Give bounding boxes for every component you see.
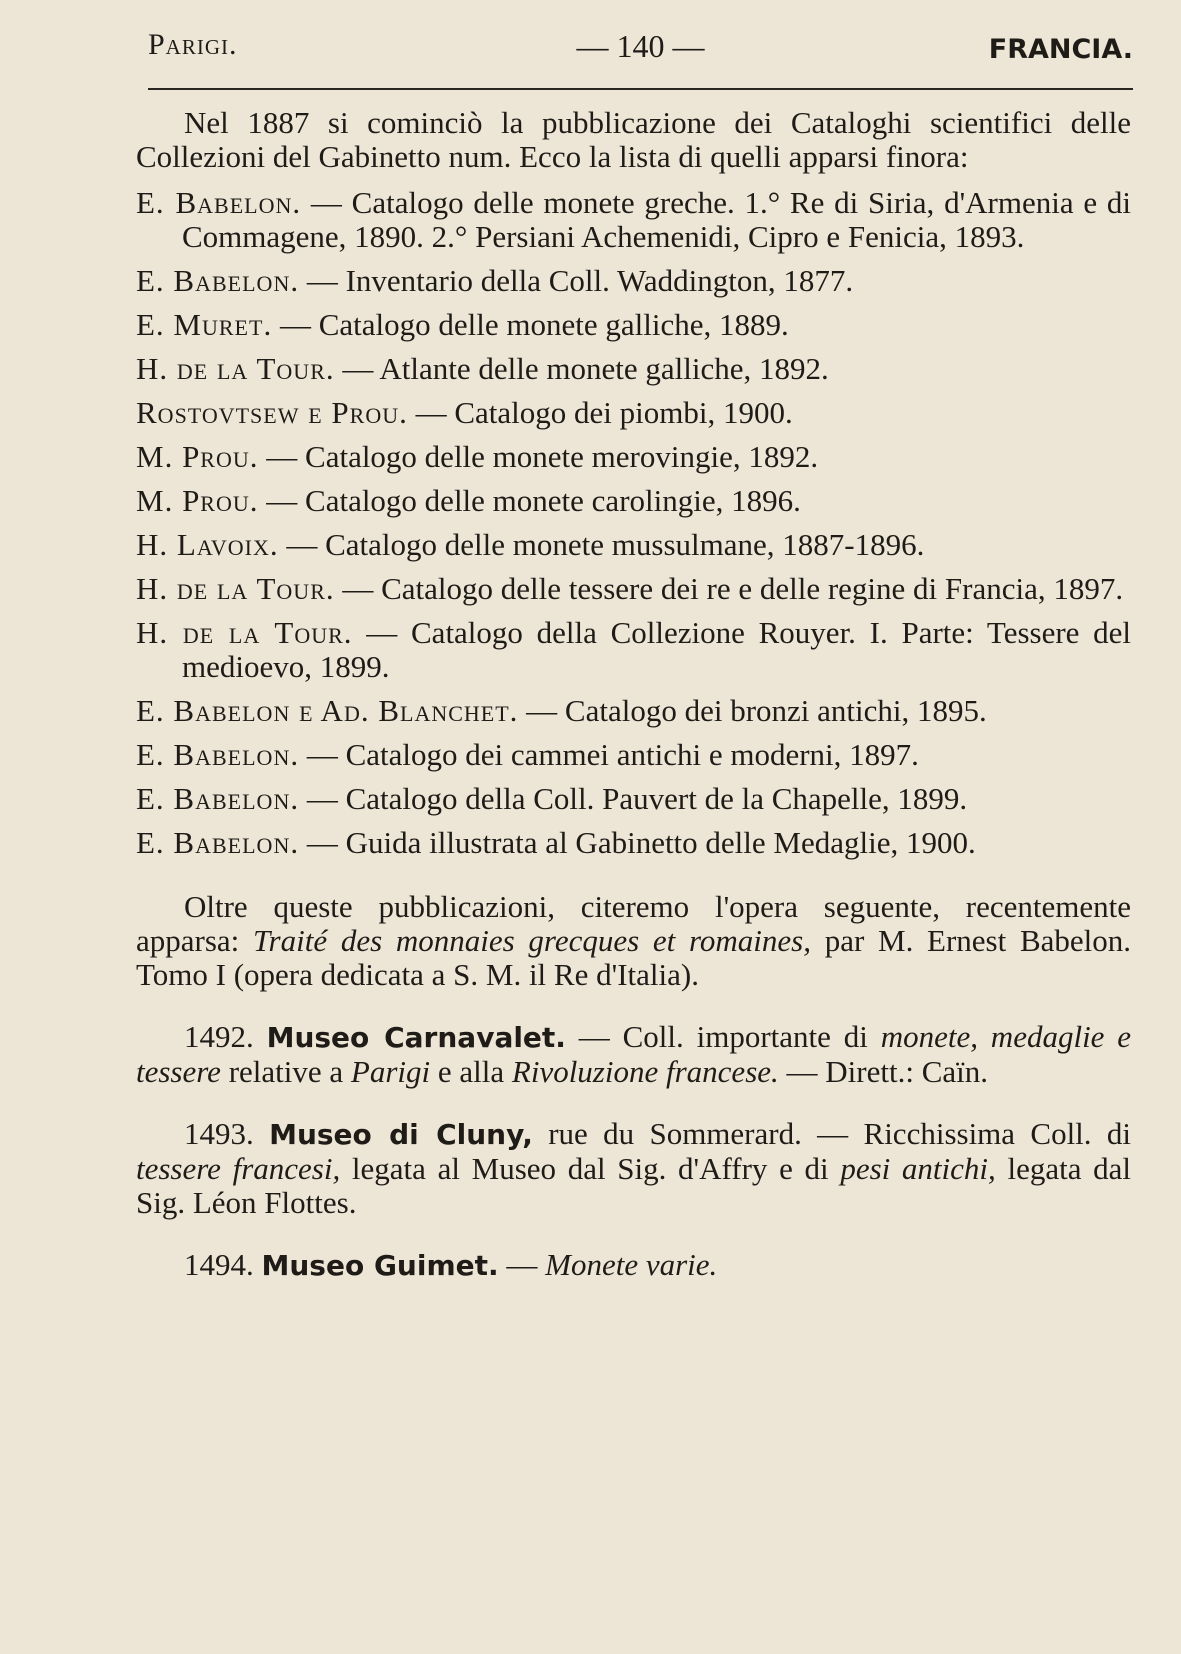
catalog-item	[136, 484, 1131, 518]
catalog-item	[136, 826, 1131, 860]
catalog-author: H. Lavoix.	[136, 527, 279, 562]
catalog-item	[136, 616, 1131, 684]
catalog-title: — Atlante delle monete galliche, 1892.	[342, 351, 829, 386]
catalog-author: E. Babelon.	[136, 825, 300, 860]
entry-number: 1494.	[184, 1247, 254, 1282]
catalog-author: H. de la Tour.	[136, 571, 335, 606]
catalog-title: — Catalogo dei cammei antichi e moderni, 1897.	[306, 737, 919, 772]
catalog-title: — Catalogo dei piombi, 1900.	[415, 395, 793, 430]
additional-text: Oltre queste pubblicazioni, citeremo l'opera seguente, recentemente apparsa:	[136, 889, 1131, 958]
additional-title: Traité des monnaies grecques et romaines,	[253, 923, 811, 958]
catalog-title: — Catalogo delle monete carolingie, 1896.	[266, 483, 801, 518]
entry-number: 1492.	[184, 1019, 254, 1054]
entry-text: rue du Sommerard. — Ricchissima Coll. di	[548, 1116, 1132, 1151]
catalog-author: E. Babelon.	[136, 781, 300, 816]
header-country: FRANCIA.	[988, 34, 1133, 65]
catalog-item	[136, 308, 1131, 342]
catalog-title: — Catalogo dei bronzi antichi, 1895.	[526, 693, 987, 728]
entry-italic: monete, medaglie e tessere	[136, 1019, 1132, 1089]
catalog-author: E. Babelon.	[136, 185, 302, 220]
catalog-author: E. Babelon.	[136, 263, 300, 298]
catalog-title: — Catalogo delle monete mussulmane, 1887-1896.	[286, 527, 925, 562]
entry-text: legata al Museo dal Sig. d'Affry e di	[351, 1151, 829, 1186]
intro-paragraph: Nel 1887 si cominciò la pubblicazione dei Cataloghi scientifici delle Collezioni del Gabinetto num. Ecco la lista di quelli apparsi finora:	[136, 105, 1131, 174]
catalog-item	[136, 352, 1131, 386]
entry-text: — Dirett.: Caïn.	[786, 1054, 989, 1089]
entry-italic: Monete varie.	[545, 1247, 718, 1282]
entry-italic: pesi antichi,	[840, 1151, 996, 1186]
catalog-list	[136, 186, 1131, 860]
entry-italic: Rivoluzione francese.	[511, 1054, 779, 1089]
catalog-item	[136, 396, 1131, 430]
entry-name: Museo Guimet.	[261, 1249, 499, 1282]
catalog-author: E. Muret.	[136, 307, 273, 342]
entry-number: 1493.	[184, 1116, 254, 1151]
entry-1493	[136, 1117, 1131, 1220]
entry-text: legata dal Sig. Léon Flottes.	[136, 1151, 1132, 1220]
catalog-item	[136, 782, 1131, 816]
page-body	[136, 106, 1131, 1283]
catalog-author: H. de la Tour.	[136, 615, 353, 650]
entry-1494	[136, 1248, 1131, 1283]
entry-italic: tessere francesi,	[136, 1151, 341, 1186]
additional-publication	[136, 890, 1131, 992]
catalog-author: E. Babelon.	[136, 737, 300, 772]
entry-text: e alla	[437, 1054, 505, 1089]
additional-rest: par M. Ernest Babelon. Tomo I (opera dedicata a S. M. il Re d'Italia).	[136, 923, 1132, 992]
catalog-item	[136, 528, 1131, 562]
catalog-author: H. de la Tour.	[136, 351, 335, 386]
catalog-author: M. Prou.	[136, 439, 259, 474]
catalog-title: — Catalogo delle monete greche. 1.° Re di Siria, d'Armenia e di Commagene, 1890. 2.° Persiani Achemenidi, Cipro e Fenicia, 1893.	[182, 185, 1132, 254]
catalog-item	[136, 186, 1131, 254]
catalog-item	[136, 440, 1131, 474]
entry-text: —	[506, 1247, 538, 1282]
running-header	[148, 28, 1133, 90]
entry-italic: Parigi	[350, 1054, 431, 1089]
catalog-item	[136, 738, 1131, 772]
catalog-item	[136, 572, 1131, 606]
catalog-title: — Inventario della Coll. Waddington, 1877.	[306, 263, 854, 298]
entry-text: — Coll. importante di	[578, 1019, 868, 1054]
entry-1492	[136, 1020, 1131, 1089]
catalog-author: E. Babelon e Ad. Blanchet.	[136, 693, 519, 728]
catalog-title: — Guida illustrata al Gabinetto delle Medaglie, 1900.	[306, 825, 976, 860]
catalog-title: — Catalogo della Coll. Pauvert de la Chapelle, 1899.	[306, 781, 968, 816]
entry-text: relative a	[228, 1054, 344, 1089]
catalog-item	[136, 694, 1131, 728]
catalog-author: M. Prou.	[136, 483, 259, 518]
header-city: Parigi.	[148, 28, 238, 61]
catalog-title: — Catalogo della Collezione Rouyer. I. Parte: Tessere del medioevo, 1899.	[182, 615, 1132, 684]
catalog-title: — Catalogo delle tessere dei re e delle regine di Francia, 1897.	[342, 571, 1124, 606]
catalog-title: — Catalogo delle monete merovingie, 1892.	[266, 439, 819, 474]
entry-name: Museo di Cluny,	[269, 1118, 533, 1151]
page-number: — 140 —	[576, 28, 705, 64]
catalog-title: — Catalogo delle monete galliche, 1889.	[279, 307, 789, 342]
catalog-author: Rostovtsew e Prou.	[136, 395, 408, 430]
entry-name: Museo Carnavalet.	[266, 1021, 566, 1054]
catalog-item	[136, 264, 1131, 298]
